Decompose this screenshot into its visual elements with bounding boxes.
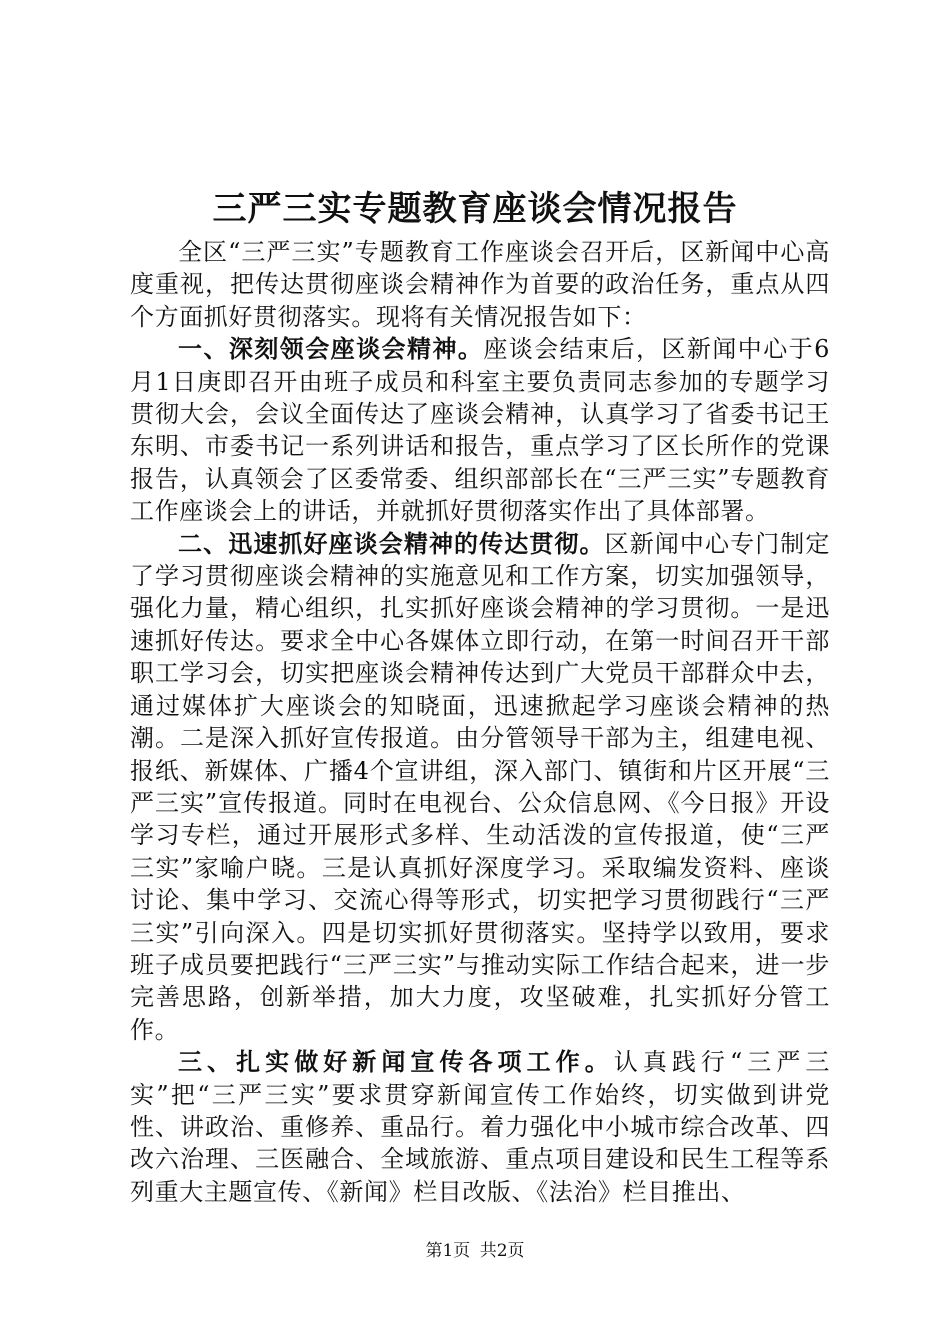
page-total: 共2页 [479,1241,525,1261]
document-title: 三严三实专题教育座谈会情况报告 [212,189,738,229]
document-body [130,236,830,1208]
paragraph-text: 认真践行“三严三实”把“三严三实”要求贯穿新闻宣传工作始终，切实做到讲党性、讲政治、重修养、重品行。着力强化中小城市综合改革、四改六治理、三医融合、全域旅游、重点项目建设和民生工程等系列重大主题宣传、《新闻》栏目改版、《法治》栏目推出、 [130,1048,830,1206]
page-number: 第1页 [425,1241,471,1261]
paragraph-intro [130,236,830,333]
paragraph-section-1 [130,333,830,527]
paragraph-section-2 [130,528,830,1047]
section-heading-3: 三、扎实做好新闻宣传各项工作。 [178,1047,614,1077]
paragraph-text: 座谈会结束后，区新闻中心于6月1日庚即召开由班子成员和科室主要负责同志参加的专题学习贯彻大会，会议全面传达了座谈会精神，认真学习了省委书记王东明、市委书记一系列讲话和报告，重点学习了区长所作的党课报告，认真领会了区委常委、组织部部长在“三严三实”专题教育工作座谈会上的讲话，并就抓好贯彻落实作出了具体部署。 [130,335,830,526]
paragraph-section-3 [130,1046,830,1208]
paragraph-text: 全区“三严三实”专题教育工作座谈会召开后，区新闻中心高度重视，把传达贯彻座谈会精神作为首要的政治任务，重点从四个方面抓好贯彻落实。现将有关情况报告如下： [130,238,830,331]
section-heading-2: 二、迅速抓好座谈会精神的传达贯彻。 [178,528,605,558]
paragraph-text: 区新闻中心专门制定了学习贯彻座谈会精神的实施意见和工作方案，切实加强领导，强化力量，精心组织，扎实抓好座谈会精神的学习贯彻。一是迅速抓好传达。要求全中心各媒体立即行动，在第一时间召开干部职工学习会，切实把座谈会精神传达到广大党员干部群众中去，通过媒体扩大座谈会的知晓面，迅速掀起学习座谈会精神的热潮。二是深入抓好宣传报道。由分管领导干部为主，组建电视、报纸、新媒体、广播4个宣讲组，深入部门、镇街和片区开展“三严三实”宣传报道。同时在电视台、公众信息网、《今日报》开设学习专栏，通过开展形式多样、生动活泼的宣传报道，使“三严三实”家喻户晓。三是认真抓好深度学习。采取编发资料、座谈讨论、集中学习、交流心得等形式，切实把学习贯彻践行“三严三实”引向深入。四是切实抓好贯彻落实。坚持学以致用，要求班子成员要把践行“三严三实”与推动实际工作结合起来，进一步完善思路，创新举措，加大力度，攻坚破难，扎实抓好分管工作。 [130,529,830,1044]
section-heading-1: 一、深刻领会座谈会精神。 [178,334,484,364]
page-footer [0,1239,950,1263]
